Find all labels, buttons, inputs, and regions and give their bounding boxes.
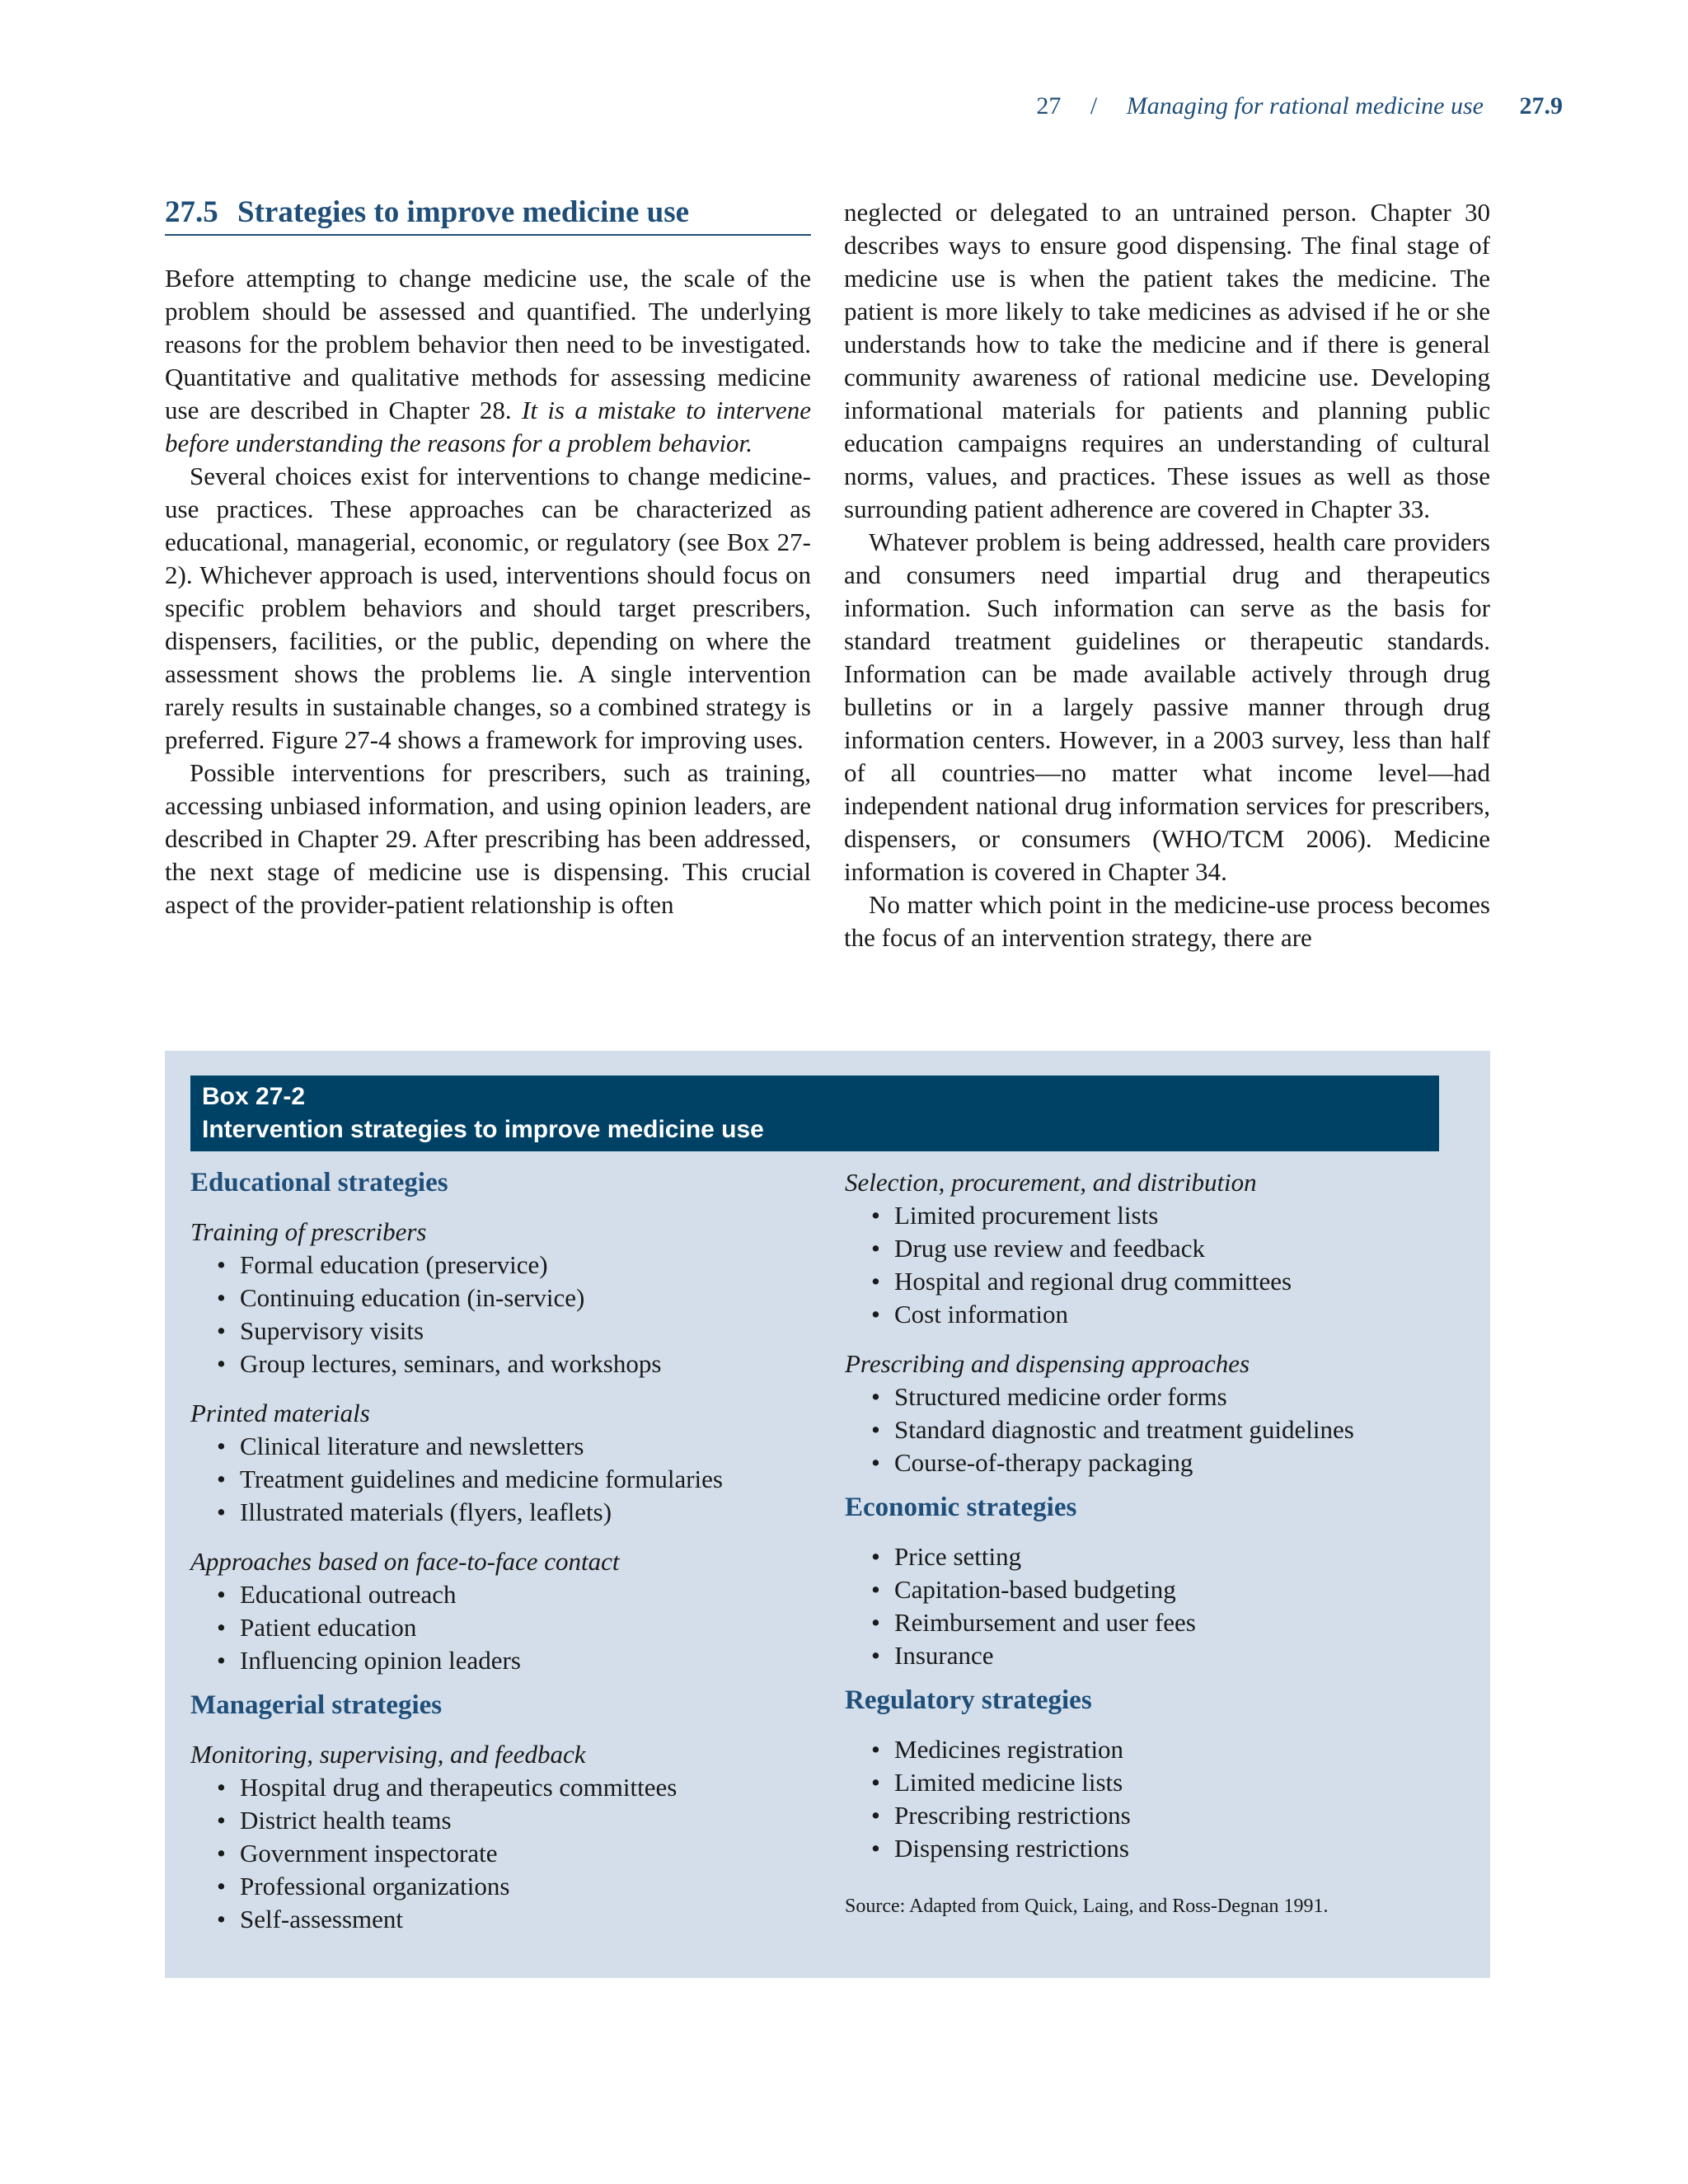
list-item: • Supervisory visits xyxy=(190,1315,817,1347)
economic-strategies-heading: Economic strategies xyxy=(845,1493,1077,1522)
list-item: • Insurance xyxy=(845,1639,1471,1672)
regulatory-strategies-heading: Regulatory strategies xyxy=(845,1685,1092,1715)
left-column xyxy=(165,196,811,921)
list-item: • Medicines registration xyxy=(845,1733,1471,1766)
box-label: Box 27-2 xyxy=(202,1083,306,1110)
bullet-list xyxy=(190,1430,817,1529)
list-item: • Limited medicine lists xyxy=(845,1766,1471,1799)
group-title: Prescribing and dispensing approaches xyxy=(845,1349,1250,1378)
bullet-list xyxy=(190,1578,817,1677)
group-title: Training of prescribers xyxy=(190,1217,427,1246)
box-header xyxy=(190,1076,1439,1151)
list-item: • Structured medicine order forms xyxy=(845,1380,1471,1413)
list-item: • Dispensing restrictions xyxy=(845,1832,1471,1865)
list-item: • Professional organizations xyxy=(190,1870,817,1903)
paragraph: neglected or delegated to an untrained person. Chapter 30 describes ways to ensure good dispensing. The final stage of medicine use is when the patient takes the medicine. The patient is more likely to take medicines as advised if he or she understands how to take the medicine and if there is general community awareness of rational medicine use. Developing informational materials for patients and planning public education campaigns requires an understanding of cultural norms, values, and practices. These issues as well as those surrounding patient adherence are covered in Chapter 33. xyxy=(844,198,1490,523)
box-left-column xyxy=(190,1166,817,1952)
section-title: Strategies to improve medicine use xyxy=(237,195,690,229)
section-heading xyxy=(165,196,811,236)
group-title: Approaches based on face-to-face contact xyxy=(190,1547,620,1576)
list-item: • Group lectures, seminars, and workshops xyxy=(190,1347,817,1380)
list-item: • Drug use review and feedback xyxy=(845,1232,1471,1265)
list-item: • Course-of-therapy packaging xyxy=(845,1446,1471,1479)
section-number: 27.5 xyxy=(165,195,218,229)
list-item: • Cost information xyxy=(845,1298,1471,1331)
bullet-list xyxy=(845,1540,1471,1672)
list-item: • Hospital drug and therapeutics committees xyxy=(190,1771,817,1804)
bullet-list xyxy=(190,1771,817,1936)
right-column xyxy=(844,196,1490,954)
list-item: • Illustrated materials (flyers, leaflets) xyxy=(190,1496,817,1529)
educational-strategies-heading: Educational strategies xyxy=(190,1168,448,1197)
running-head-separator: / xyxy=(1090,92,1098,120)
list-item: • Clinical literature and newsletters xyxy=(190,1430,817,1463)
list-item: • Educational outreach xyxy=(190,1578,817,1611)
list-item: • Limited procurement lists xyxy=(845,1199,1471,1232)
page-number: 27.9 xyxy=(1519,92,1563,120)
list-item: • Reimbursement and user fees xyxy=(845,1606,1471,1639)
box-title: Intervention strategies to improve medicine use xyxy=(202,1116,764,1143)
list-item: • Government inspectorate xyxy=(190,1837,817,1870)
group-title: Selection, procurement, and distribution xyxy=(845,1168,1257,1197)
bullet-list xyxy=(845,1380,1471,1479)
managerial-strategies-heading: Managerial strategies xyxy=(190,1690,443,1720)
paragraph: Whatever problem is being addressed, health care providers and consumers need impartial drug and therapeutics information. Such information can serve as the basis for standard treatment guidelines or therapeutic standards. Information can be made available actively through drug bulletins or in a largely passive manner through drug information centers. However, in a 2003 survey, less than half of all countries—no matter what income level—had independent national drug information services for prescribers, dispensers, or consumers (WHO/TCM 2006). Medicine information is covered in Chapter 34. xyxy=(844,527,1490,886)
list-item: • Hospital and regional drug committees xyxy=(845,1265,1471,1298)
list-item: • Treatment guidelines and medicine formularies xyxy=(190,1463,817,1496)
running-head-chapter: 27 xyxy=(1036,92,1062,120)
list-item: • Influencing opinion leaders xyxy=(190,1644,817,1677)
list-item: • District health teams xyxy=(190,1804,817,1837)
box-source: Source: Adapted from Quick, Laing, and Ross-Degnan 1991. xyxy=(845,1896,1329,1917)
group-title: Printed materials xyxy=(190,1399,370,1427)
list-item: • Continuing education (in-service) xyxy=(190,1282,817,1315)
bullet-list xyxy=(845,1733,1471,1865)
bullet-list xyxy=(190,1249,817,1380)
list-item: • Self-assessment xyxy=(190,1903,817,1936)
running-head xyxy=(1036,92,1563,120)
running-head-title: Managing for rational medicine use xyxy=(1126,92,1484,120)
paragraph: Possible interventions for prescribers, such as training, accessing unbiased information, and using opinion leaders, are described in Chapter 29. After prescribing has been addressed, the next stage of medicine use is dispensing. This crucial aspect of the provider-patient relationship is often xyxy=(165,758,811,919)
list-item: • Standard diagnostic and treatment guidelines xyxy=(845,1413,1471,1446)
list-item: • Patient education xyxy=(190,1611,817,1644)
paragraph: Several choices exist for interventions to change medicine-use practices. These approaches can be characterized as educational, managerial, economic, or regulatory (see Box 27-2). Whichever approach is used, interventions should focus on specific problem behaviors and should target prescribers, dispensers, facilities, or the public, depending on where the assessment shows the problems lie. A single intervention rarely results in sustainable changes, so a combined strategy is preferred. Figure 27-4 shows a framework for improving uses. xyxy=(165,462,811,754)
list-item: • Prescribing restrictions xyxy=(845,1799,1471,1832)
list-item: • Formal education (preservice) xyxy=(190,1249,817,1282)
box-27-2 xyxy=(165,1051,1490,1978)
group-title: Monitoring, supervising, and feedback xyxy=(190,1740,586,1769)
list-item: • Price setting xyxy=(845,1540,1471,1573)
list-item: • Capitation-based budgeting xyxy=(845,1573,1471,1606)
box-right-column xyxy=(845,1166,1471,1923)
bullet-list xyxy=(845,1199,1471,1331)
paragraph: Before attempting to change medicine use, the scale of the problem should be assessed and quantified. The underlying reasons for the problem behavior then need to be investigated. Quantitative and qualitative methods for assessing medicine use are described in Chapter 28. It is a mistake to intervene before understanding the reasons for a problem behavior. xyxy=(165,264,812,457)
paragraph: No matter which point in the medicine-use process becomes the focus of an intervention strategy, there are xyxy=(844,890,1490,952)
